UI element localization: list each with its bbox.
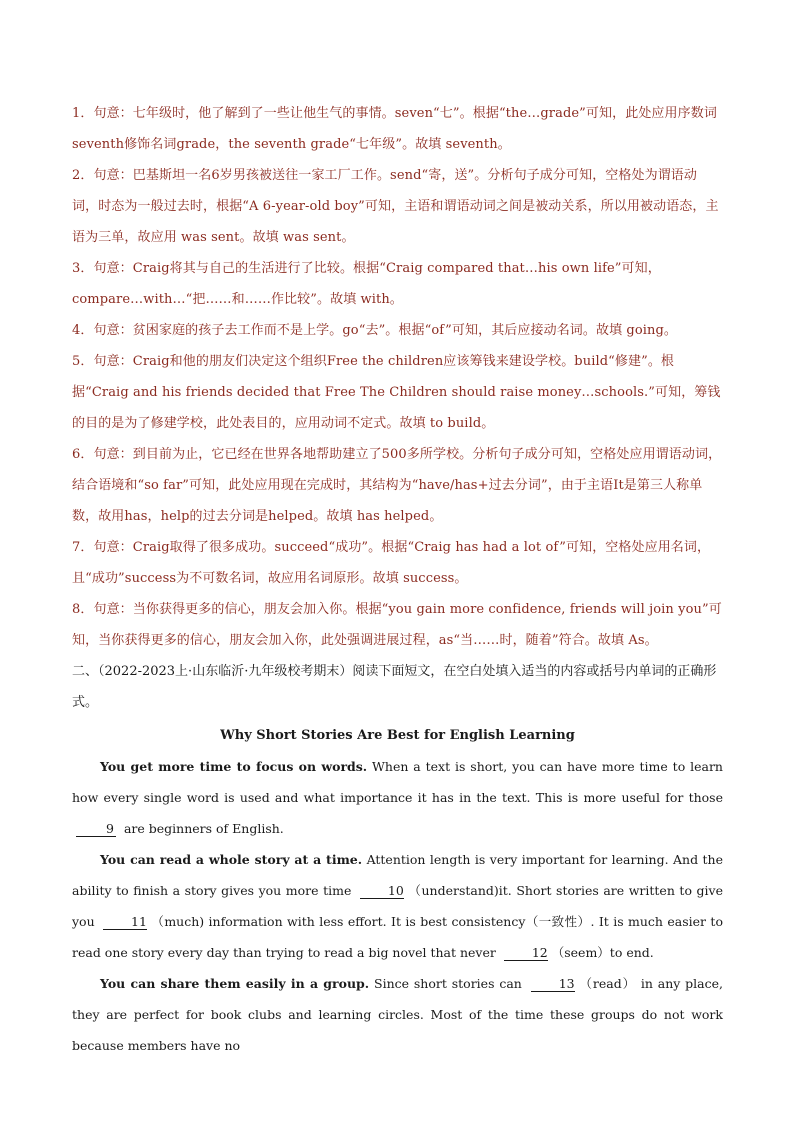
blank-10[interactable]: 10	[360, 884, 404, 899]
passage-paragraph-1	[72, 751, 723, 844]
passage-paragraph-2	[72, 844, 723, 968]
answer-explanation-7: 7．句意：Craig取得了很多成功。succeed“成功”。根据“Craig has had a lot of”可知，空格处应用名词，且“成功”success为不可数名词，故应用名词原形。故填 success。	[72, 540, 711, 586]
paragraph-text: Since short stories can	[369, 976, 527, 991]
answer-explanation-6: 6．句意：到目前为止，它已经在世界各地帮助建立了500多所学校。分析句子成分可知，空格处应用谓语动词，结合语境和“so far”可知，此处应用现在完成时，其结构为“have/has+过去分词”，由于主语It是第三人称单数，故用has，help的过去分词是helped。故填 has helped。	[72, 447, 722, 524]
paragraph-text: Attention length is very important for learning. And the ability to finish a story gives you more time	[72, 852, 723, 898]
document-page	[72, 98, 723, 1061]
paragraph-text: （understand)it. Short stories are written to give you	[72, 883, 723, 929]
paragraph-lead: You get more time to focus on words.	[100, 759, 368, 774]
paragraph-text: （seem）to end.	[551, 945, 654, 960]
blank-12[interactable]: 12	[504, 946, 548, 961]
passage-title: Why Short Stories Are Best for English Learning	[220, 728, 575, 743]
answer-explanation-8: 8．句意：当你获得更多的信心，朋友会加入你。根据“you gain more confidence, friends will join you”可知，当你获得更多的信心，朋友会加入你，此处强调进展过程，as“当……时，随着”符合。故填 As。	[72, 602, 722, 648]
blank-13[interactable]: 13	[531, 977, 575, 992]
paragraph-lead: You can read a whole story at a time.	[100, 852, 363, 867]
paragraph-text: When a text is short, you can have more time to learn how every single word is used and what importance it has in the text. This is more useful for those	[72, 759, 723, 805]
paragraph-lead: You can share them easily in a group.	[100, 976, 370, 991]
blank-9[interactable]: 9	[76, 822, 116, 837]
paragraph-text: （read） in any place, they are perfect for book clubs and learning circles. Most of the time these groups do not work because members have no	[72, 976, 723, 1053]
answer-explanation-4: 4．句意：贫困家庭的孩子去工作而不是上学。go“去”。根据“of”可知，其后应接动名词。故填 going。	[72, 323, 678, 338]
paragraph-text: （much) information with less effort. It is best consistency（一致性）. It is much easier to read one story every day than trying to read a big novel that never	[72, 914, 723, 960]
passage-paragraph-3	[72, 968, 723, 1061]
section-heading: 二、（2022-2023上·山东临沂·九年级校考期末）阅读下面短文，在空白处填入适当的内容或括号内单词的正确形式。	[72, 664, 717, 710]
answer-explanation-3: 3．句意：Craig将其与自己的生活进行了比较。根据“Craig compared that…his own life”可知，compare…with…“把……和……作比较”。故填 with。	[72, 261, 661, 307]
blank-11[interactable]: 11	[103, 915, 147, 930]
answer-explanation-2: 2．句意：巴基斯坦一名6岁男孩被送往一家工厂工作。send“寄，送”。分析句子成分可知，空格处为谓语动词，时态为一般过去时，根据“A 6-year-old boy”可知，主语和谓语动词之间是被动关系，所以用被动语态，主语为三单，故应用 was sent。故填 was sent。	[72, 168, 719, 245]
answer-explanation-1: 1．句意：七年级时，他了解到了一些让他生气的事情。seven“七”。根据“the…grade”可知，此处应用序数词seventh修饰名词grade，the seventh grade“七年级”。故填 seventh。	[72, 106, 717, 152]
answer-explanation-5: 5．句意：Craig和他的朋友们决定这个组织Free the children应该筹钱来建设学校。build“修建”。根据“Craig and his friends decided that Free The Children should raise money…schools.”可知，筹钱的目的是为了修建学校，此处表目的，应用动词不定式。故填 to build。	[72, 354, 721, 431]
paragraph-text: are beginners of English.	[120, 821, 284, 836]
